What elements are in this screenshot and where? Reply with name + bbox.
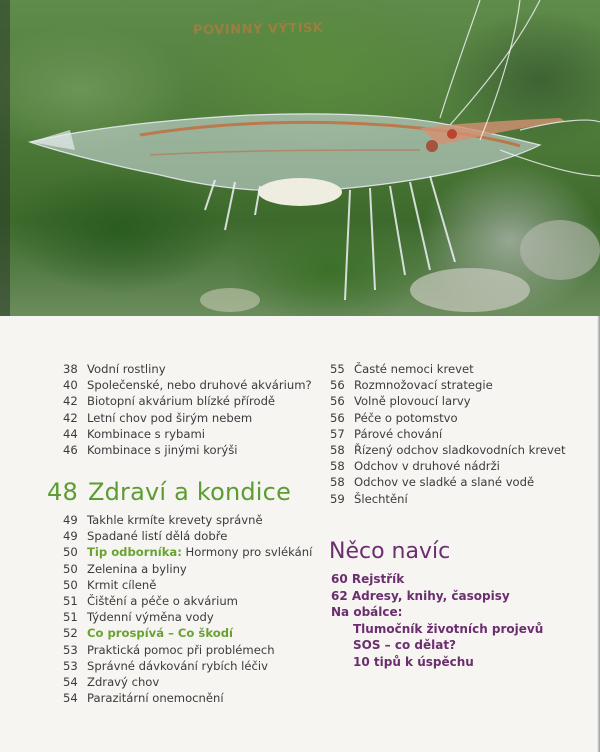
toc-page-number: 51 [63, 610, 78, 625]
toc-page-number: 53 [63, 642, 78, 657]
toc-title: Zelenina a byliny [87, 561, 187, 576]
shrimp-photo [0, 0, 600, 316]
toc-entry [63, 593, 312, 609]
toc-page-number: 56 [330, 410, 345, 425]
toc-entry [63, 361, 312, 377]
toc-entry [63, 410, 312, 426]
toc-page-number: 50 [63, 577, 78, 592]
section-title: Zdraví a kondice [87, 478, 292, 506]
extra-list [331, 571, 543, 670]
toc-entry [330, 393, 566, 409]
extra-item: SOS – co dělat? [353, 638, 457, 652]
section-page-number: 48 [47, 478, 78, 506]
toc-page-number: 52 [63, 626, 78, 641]
extra-item: Na obálce: [331, 605, 403, 619]
toc-entry [63, 544, 312, 560]
toc-right-column [330, 361, 566, 507]
toc-page-number: 46 [63, 443, 78, 458]
toc-title: Párové chování [354, 426, 443, 441]
toc-page-number: 38 [63, 362, 78, 376]
toc-title: Biotopní akvárium blízké přírodě [87, 394, 276, 409]
toc-title: Kombinace s rybami [87, 426, 205, 441]
toc-entry [63, 512, 312, 528]
toc-entry [63, 642, 312, 658]
toc-title: Odchov ve sladké a slané vodě [354, 475, 535, 490]
toc-page-number: 50 [63, 561, 78, 576]
toc-entry [63, 377, 312, 393]
toc-title: Zdravý chov [87, 675, 160, 690]
toc-entry [63, 577, 312, 593]
toc-page-number: 56 [330, 394, 345, 409]
toc-tip-label: Co prospívá – Co škodí [87, 626, 233, 641]
toc-title: Péče o potomstvo [354, 410, 458, 425]
deposit-stamp: POVINNÝ VÝTISK [192, 20, 324, 39]
toc-title: Šlechtění [354, 491, 408, 506]
extra-heading: Něco navíc [329, 539, 451, 564]
extra-item: Tlumočník životních projevů [353, 621, 544, 636]
toc-title: Letní chov pod širým nebem [87, 410, 253, 425]
toc-entry [63, 609, 312, 625]
toc-entry [330, 474, 566, 490]
toc-title: Hormony pro svlékání [181, 545, 313, 560]
toc-title: Volně plovoucí larvy [354, 394, 471, 409]
toc-page-number: 54 [63, 691, 78, 706]
toc-title: Týdenní výměna vody [87, 610, 214, 625]
toc-title: Krmit cíleně [87, 577, 157, 592]
toc-entry [63, 528, 312, 544]
toc-entry [63, 393, 312, 409]
toc-entry [63, 625, 312, 641]
toc-page-number: 59 [330, 491, 345, 506]
toc-page-number: 42 [63, 410, 78, 425]
toc-entry [330, 361, 566, 377]
toc-page-number: 40 [63, 378, 78, 393]
toc-tip-label: Tip odborníka: [87, 545, 182, 560]
toc-title: Odchov v druhové nádrži [354, 459, 500, 474]
toc-entry [63, 561, 312, 577]
toc-left-column [63, 361, 312, 458]
extra-item: 60 Rejstřík [331, 572, 405, 586]
toc-title: Vodní rostliny [87, 362, 166, 376]
toc-page-number: 58 [330, 443, 345, 458]
toc-page-number: 51 [63, 594, 78, 609]
toc-page-number: 49 [63, 513, 78, 527]
toc-title: Časté nemoci krevet [354, 362, 474, 376]
toc-entry [330, 442, 566, 458]
toc-title: Spadané listí dělá dobře [87, 529, 228, 544]
toc-title: Kombinace s jinými korýši [87, 443, 238, 458]
toc-entry [63, 674, 312, 690]
toc-title: Parazitární onemocnění [87, 691, 224, 706]
toc-entry [63, 442, 312, 458]
toc-page-number: 53 [63, 658, 78, 673]
toc-entry [330, 458, 566, 474]
toc-entry [63, 658, 312, 674]
toc-title: Praktická pomoc při problémech [87, 642, 275, 657]
toc-page-number: 58 [330, 459, 345, 474]
section-heading [47, 478, 291, 506]
toc-title: Takhle krmíte krevety správně [87, 513, 263, 527]
toc-title: Čištění a péče o akvárium [87, 594, 238, 609]
toc-page-number: 42 [63, 394, 78, 409]
toc-left-column-2 [63, 512, 312, 706]
shrimp-illustration [0, 0, 600, 316]
toc-entry [330, 426, 566, 442]
toc-title: Řízený odchov sladkovodních krevet [354, 443, 566, 458]
toc-title: Společenské, nebo druhové akvárium? [87, 378, 312, 393]
toc-page-number: 57 [330, 426, 345, 441]
toc-page-number: 49 [63, 529, 78, 544]
toc-entry [63, 426, 312, 442]
extra-item: 62 Adresy, knihy, časopisy [331, 588, 510, 603]
toc-page-number: 44 [63, 426, 78, 441]
toc-title: Rozmnožovací strategie [354, 378, 493, 393]
toc-page-number: 58 [330, 475, 345, 490]
extra-item: 10 tipů k úspěchu [353, 654, 474, 669]
toc-entry [330, 491, 566, 507]
toc-page-number: 50 [63, 545, 78, 560]
toc-entry [330, 410, 566, 426]
toc-entry [63, 690, 312, 706]
toc-entry [330, 377, 566, 393]
toc-page-number: 55 [330, 362, 345, 376]
toc-title: Správné dávkování rybích léčiv [87, 658, 268, 673]
toc-page-number: 56 [330, 378, 345, 393]
toc-page-number: 54 [63, 675, 78, 690]
